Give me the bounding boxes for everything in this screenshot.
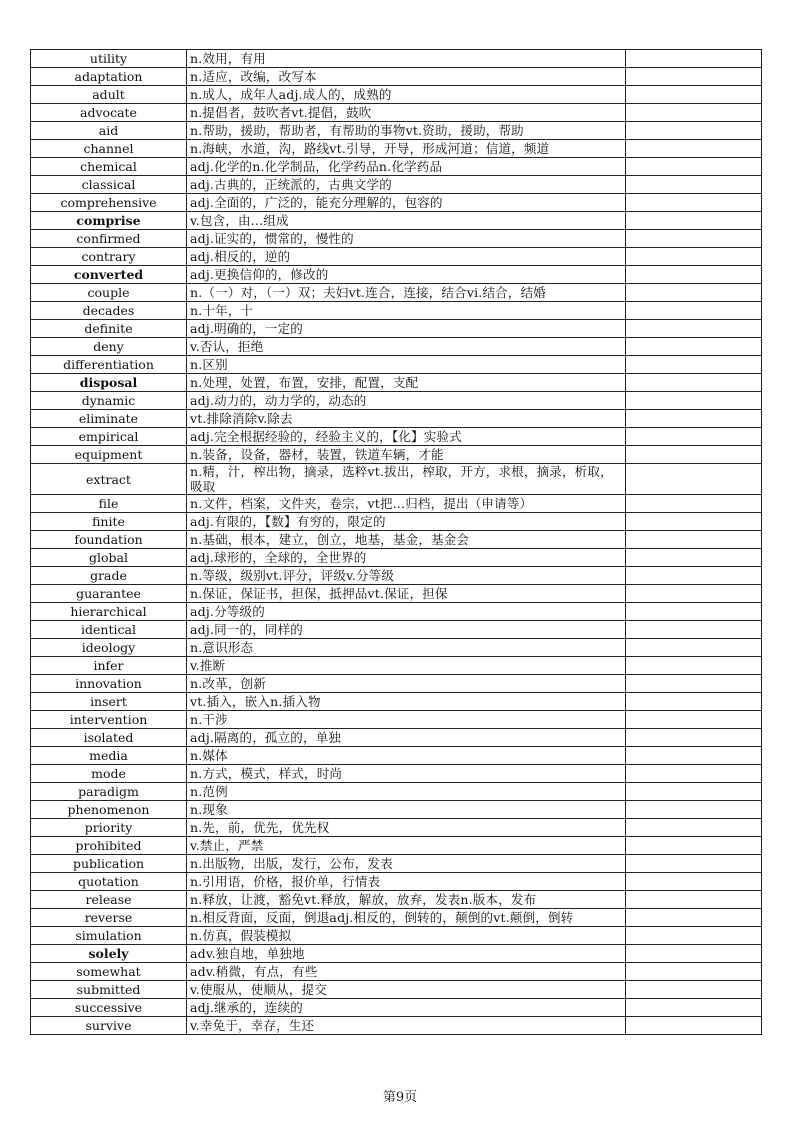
word-cell: simulation <box>31 927 187 945</box>
word-cell: converted <box>31 266 187 284</box>
empty-notes-cell <box>626 495 762 513</box>
table-row <box>31 284 762 302</box>
table-row <box>31 464 762 495</box>
definition-cell: adj.同一的，同样的 <box>187 621 626 639</box>
empty-notes-cell <box>626 302 762 320</box>
table-row <box>31 320 762 338</box>
empty-notes-cell <box>626 104 762 122</box>
definition-cell: n.十年，十 <box>187 302 626 320</box>
empty-notes-cell <box>626 765 762 783</box>
table-row <box>31 212 762 230</box>
definition-cell: adj.有限的，【数】有穷的，限定的 <box>187 513 626 531</box>
definition-cell: adj.明确的，一定的 <box>187 320 626 338</box>
table-row <box>31 657 762 675</box>
definition-cell: n.（一）对，（一）双；夫妇vt.连合，连接，结合vi.结合，结婚 <box>187 284 626 302</box>
empty-notes-cell <box>626 86 762 104</box>
word-cell: foundation <box>31 531 187 549</box>
empty-notes-cell <box>626 783 762 801</box>
definition-cell: vt.插入，嵌入n.插入物 <box>187 693 626 711</box>
table-row <box>31 410 762 428</box>
empty-notes-cell <box>626 675 762 693</box>
empty-notes-cell <box>626 531 762 549</box>
table-row <box>31 927 762 945</box>
definition-cell: n.提倡者，鼓吹者vt.提倡，鼓吹 <box>187 104 626 122</box>
word-cell: couple <box>31 284 187 302</box>
word-cell: submitted <box>31 981 187 999</box>
word-cell: utility <box>31 50 187 68</box>
definition-cell: n.精，汁，榨出物，摘录，选粹vt.拔出，榨取，开方，求根，摘录，析取，吸取 <box>187 464 626 495</box>
empty-notes-cell <box>626 603 762 621</box>
empty-notes-cell <box>626 194 762 212</box>
table-row <box>31 513 762 531</box>
empty-notes-cell <box>626 639 762 657</box>
definition-cell: n.媒体 <box>187 747 626 765</box>
definition-cell: n.改革，创新 <box>187 675 626 693</box>
empty-notes-cell <box>626 855 762 873</box>
definition-cell: n.引用语，价格，报价单，行情表 <box>187 873 626 891</box>
table-row <box>31 68 762 86</box>
empty-notes-cell <box>626 464 762 495</box>
empty-notes-cell <box>626 801 762 819</box>
table-row <box>31 266 762 284</box>
definition-cell: n.等级，级别vt.评分，评级v.分等级 <box>187 567 626 585</box>
empty-notes-cell <box>626 446 762 464</box>
table-row <box>31 140 762 158</box>
table-row <box>31 104 762 122</box>
definition-cell: n.仿真，假装模拟 <box>187 927 626 945</box>
empty-notes-cell <box>626 909 762 927</box>
empty-notes-cell <box>626 963 762 981</box>
definition-cell: n.区别 <box>187 356 626 374</box>
word-cell: publication <box>31 855 187 873</box>
empty-notes-cell <box>626 819 762 837</box>
definition-cell: adj.证实的，惯常的，慢性的 <box>187 230 626 248</box>
empty-notes-cell <box>626 392 762 410</box>
table-row <box>31 338 762 356</box>
word-cell: phenomenon <box>31 801 187 819</box>
table-row <box>31 783 762 801</box>
empty-notes-cell <box>626 747 762 765</box>
table-row <box>31 585 762 603</box>
word-cell: decades <box>31 302 187 320</box>
empty-notes-cell <box>626 711 762 729</box>
word-cell: somewhat <box>31 963 187 981</box>
word-cell: paradigm <box>31 783 187 801</box>
table-row <box>31 122 762 140</box>
definition-cell: v.禁止，严禁 <box>187 837 626 855</box>
empty-notes-cell <box>626 585 762 603</box>
definition-cell: n.效用，有用 <box>187 50 626 68</box>
word-cell: innovation <box>31 675 187 693</box>
empty-notes-cell <box>626 140 762 158</box>
word-cell: reverse <box>31 909 187 927</box>
definition-cell: n.基础，根本，建立，创立，地基，基金，基金会 <box>187 531 626 549</box>
table-row <box>31 549 762 567</box>
definition-cell: v.否认，拒绝 <box>187 338 626 356</box>
empty-notes-cell <box>626 693 762 711</box>
table-row <box>31 1017 762 1035</box>
definition-cell: adj.全面的，广泛的，能充分理解的，包容的 <box>187 194 626 212</box>
definition-cell: n.方式，模式，样式，时尚 <box>187 765 626 783</box>
table-row <box>31 446 762 464</box>
definition-cell: n.处理，处置，布置，安排，配置，支配 <box>187 374 626 392</box>
word-cell: disposal <box>31 374 187 392</box>
word-cell: identical <box>31 621 187 639</box>
table-row <box>31 801 762 819</box>
table-row <box>31 567 762 585</box>
definition-cell: n.出版物，出版，发行，公布，发表 <box>187 855 626 873</box>
definition-cell: n.适应，改编，改写本 <box>187 68 626 86</box>
definition-cell: n.意识形态 <box>187 639 626 657</box>
empty-notes-cell <box>626 338 762 356</box>
word-cell: adaptation <box>31 68 187 86</box>
definition-cell: v.幸免于，幸存，生还 <box>187 1017 626 1035</box>
empty-notes-cell <box>626 729 762 747</box>
table-row <box>31 945 762 963</box>
definition-cell: adj.更换信仰的，修改的 <box>187 266 626 284</box>
definition-cell: adj.古典的，正统派的，古典文学的 <box>187 176 626 194</box>
word-cell: contrary <box>31 248 187 266</box>
word-cell: successive <box>31 999 187 1017</box>
empty-notes-cell <box>626 374 762 392</box>
word-cell: isolated <box>31 729 187 747</box>
definition-cell: n.先，前，优先，优先权 <box>187 819 626 837</box>
empty-notes-cell <box>626 284 762 302</box>
table-row <box>31 356 762 374</box>
empty-notes-cell <box>626 657 762 675</box>
definition-cell: n.释放，让渡，豁免vt.释放，解放，放弃，发表n.版本，发布 <box>187 891 626 909</box>
table-row <box>31 909 762 927</box>
word-cell: guarantee <box>31 585 187 603</box>
word-cell: file <box>31 495 187 513</box>
definition-cell: adj.球形的，全球的，全世界的 <box>187 549 626 567</box>
word-cell: quotation <box>31 873 187 891</box>
definition-cell: adj.继承的，连续的 <box>187 999 626 1017</box>
word-cell: comprise <box>31 212 187 230</box>
definition-cell: n.成人，成年人adj.成人的，成熟的 <box>187 86 626 104</box>
word-cell: adult <box>31 86 187 104</box>
definition-cell: v.推断 <box>187 657 626 675</box>
table-row <box>31 374 762 392</box>
definition-cell: n.海峡，水道，沟，路线vt.引导，开导，形成河道；信道，频道 <box>187 140 626 158</box>
empty-notes-cell <box>626 837 762 855</box>
table-row <box>31 747 762 765</box>
definition-cell: adj.分等级的 <box>187 603 626 621</box>
empty-notes-cell <box>626 158 762 176</box>
word-cell: intervention <box>31 711 187 729</box>
word-cell: dynamic <box>31 392 187 410</box>
definition-cell: adj.相反的，逆的 <box>187 248 626 266</box>
word-cell: mode <box>31 765 187 783</box>
table-row <box>31 873 762 891</box>
empty-notes-cell <box>626 230 762 248</box>
empty-notes-cell <box>626 621 762 639</box>
definition-cell: v.使服从，使顺从，提交 <box>187 981 626 999</box>
word-cell: priority <box>31 819 187 837</box>
vocabulary-table <box>30 49 762 1035</box>
definition-cell: adj.完全根据经验的，经验主义的，【化】实验式 <box>187 428 626 446</box>
empty-notes-cell <box>626 248 762 266</box>
word-cell: extract <box>31 464 187 495</box>
word-cell: infer <box>31 657 187 675</box>
table-row <box>31 819 762 837</box>
word-cell: prohibited <box>31 837 187 855</box>
empty-notes-cell <box>626 873 762 891</box>
empty-notes-cell <box>626 567 762 585</box>
word-cell: chemical <box>31 158 187 176</box>
word-cell: hierarchical <box>31 603 187 621</box>
empty-notes-cell <box>626 428 762 446</box>
empty-notes-cell <box>626 410 762 428</box>
empty-notes-cell <box>626 1017 762 1035</box>
word-cell: definite <box>31 320 187 338</box>
definition-cell: n.现象 <box>187 801 626 819</box>
word-cell: finite <box>31 513 187 531</box>
definition-cell: n.装备，设备，器材，装置，铁道车辆，才能 <box>187 446 626 464</box>
empty-notes-cell <box>626 927 762 945</box>
table-row <box>31 531 762 549</box>
table-row <box>31 86 762 104</box>
table-row <box>31 891 762 909</box>
table-row <box>31 603 762 621</box>
word-cell: aid <box>31 122 187 140</box>
word-cell: equipment <box>31 446 187 464</box>
table-row <box>31 176 762 194</box>
table-row <box>31 428 762 446</box>
table-row <box>31 194 762 212</box>
word-cell: differentiation <box>31 356 187 374</box>
definition-cell: adj.化学的n.化学制品，化学药品n.化学药品 <box>187 158 626 176</box>
empty-notes-cell <box>626 356 762 374</box>
definition-cell: vt.排除消除v.除去 <box>187 410 626 428</box>
word-cell: ideology <box>31 639 187 657</box>
definition-cell: n.文件，档案，文件夹，卷宗，vt把...归档，提出（申请等） <box>187 495 626 513</box>
definition-cell: v.包含，由...组成 <box>187 212 626 230</box>
table-row <box>31 693 762 711</box>
word-cell: channel <box>31 140 187 158</box>
table-row <box>31 765 762 783</box>
table-row <box>31 302 762 320</box>
table-row <box>31 855 762 873</box>
word-cell: eliminate <box>31 410 187 428</box>
word-cell: grade <box>31 567 187 585</box>
empty-notes-cell <box>626 212 762 230</box>
empty-notes-cell <box>626 999 762 1017</box>
table-row <box>31 230 762 248</box>
empty-notes-cell <box>626 266 762 284</box>
word-cell: deny <box>31 338 187 356</box>
definition-cell: adj.隔离的，孤立的，单独 <box>187 729 626 747</box>
definition-cell: adv.独自地，单独地 <box>187 945 626 963</box>
definition-cell: n.范例 <box>187 783 626 801</box>
definition-cell: adv.稍微，有点，有些 <box>187 963 626 981</box>
word-cell: solely <box>31 945 187 963</box>
page-number: 第9页 <box>382 1090 418 1105</box>
table-row <box>31 981 762 999</box>
empty-notes-cell <box>626 176 762 194</box>
empty-notes-cell <box>626 50 762 68</box>
table-row <box>31 158 762 176</box>
empty-notes-cell <box>626 549 762 567</box>
table-row <box>31 639 762 657</box>
word-cell: survive <box>31 1017 187 1035</box>
empty-notes-cell <box>626 513 762 531</box>
word-cell: empirical <box>31 428 187 446</box>
empty-notes-cell <box>626 891 762 909</box>
word-cell: confirmed <box>31 230 187 248</box>
table-row <box>31 963 762 981</box>
empty-notes-cell <box>626 68 762 86</box>
definition-cell: n.干涉 <box>187 711 626 729</box>
empty-notes-cell <box>626 320 762 338</box>
word-cell: release <box>31 891 187 909</box>
table-row <box>31 248 762 266</box>
definition-cell: n.帮助，援助，帮助者，有帮助的事物vt.资助，援助，帮助 <box>187 122 626 140</box>
definition-cell: n.保证，保证书，担保，抵押品vt.保证，担保 <box>187 585 626 603</box>
definition-cell: adj.动力的，动力学的，动态的 <box>187 392 626 410</box>
table-row <box>31 621 762 639</box>
word-cell: insert <box>31 693 187 711</box>
word-cell: global <box>31 549 187 567</box>
definition-cell: n.相反背面，反面，倒退adj.相反的，倒转的，颠倒的vt.颠倒，倒转 <box>187 909 626 927</box>
word-cell: comprehensive <box>31 194 187 212</box>
table-row <box>31 675 762 693</box>
vocabulary-table-body <box>31 50 762 1035</box>
table-row <box>31 837 762 855</box>
word-cell: classical <box>31 176 187 194</box>
word-cell: media <box>31 747 187 765</box>
table-row <box>31 392 762 410</box>
table-row <box>31 495 762 513</box>
empty-notes-cell <box>626 981 762 999</box>
word-cell: advocate <box>31 104 187 122</box>
table-row <box>31 50 762 68</box>
empty-notes-cell <box>626 945 762 963</box>
table-row <box>31 729 762 747</box>
empty-notes-cell <box>626 122 762 140</box>
table-row <box>31 999 762 1017</box>
table-row <box>31 711 762 729</box>
